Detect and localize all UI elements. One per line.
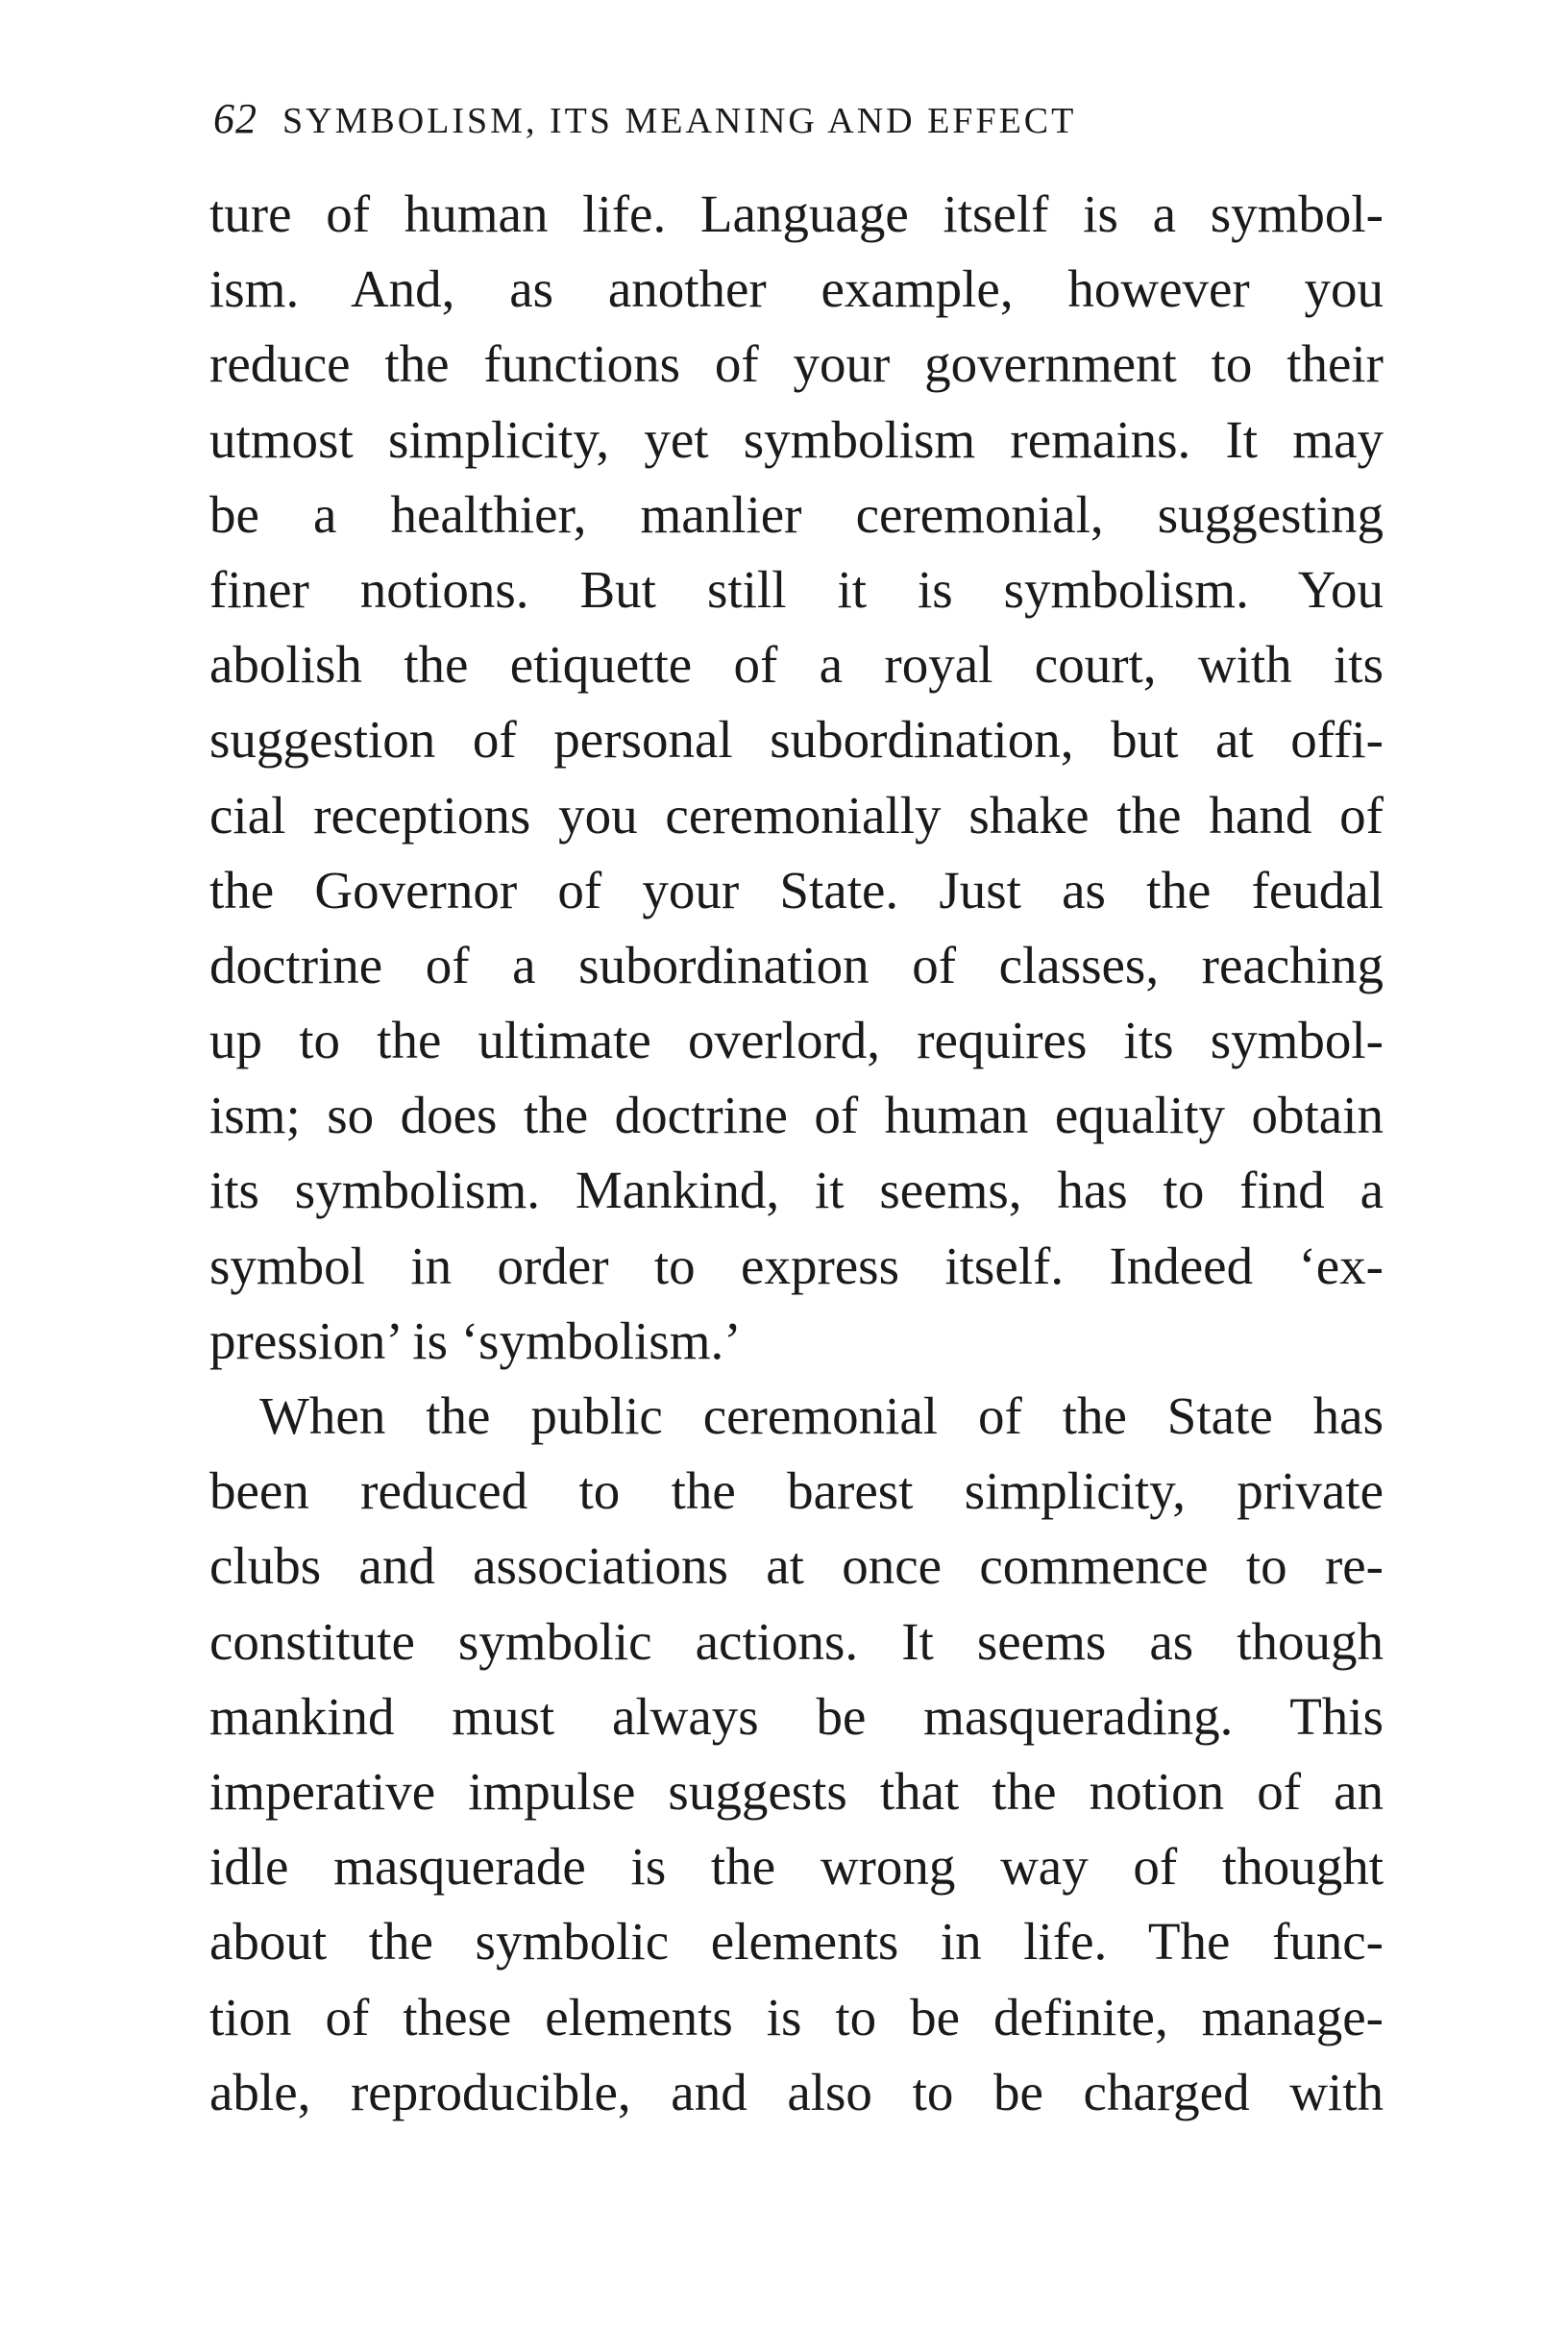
text-line: clubs and associations at once commence to re- (209, 1536, 1384, 1596)
text-line: been reduced to the barest simplicity, private (209, 1461, 1384, 1521)
text-line: the Governor of your State. Just as the feudal (209, 860, 1384, 919)
paragraph-2 (209, 1379, 1384, 2130)
text-line: tion of these elements is to be definite, manage- (209, 1987, 1384, 2046)
running-title: SYMBOLISM, ITS MEANING AND EFFECT (282, 101, 1077, 141)
text-line: ism. And, as another example, however you (209, 259, 1384, 319)
text-line: its symbolism. Mankind, it seems, has to find a (209, 1161, 1384, 1220)
text-line: mankind must always be masquerading. This (209, 1686, 1384, 1746)
text-line: ism; so does the doctrine of human equality obtain (209, 1086, 1384, 1145)
text-line: finer notions. But still it is symbolism. You (209, 559, 1384, 619)
text-line: reduce the functions of your government to their (209, 334, 1384, 394)
text-line: abolish the etiquette of a royal court, with its (209, 635, 1384, 695)
text-line: suggestion of personal subordination, but at offi- (209, 710, 1384, 770)
text-line: be a healthier, manlier ceremonial, suggesting (209, 484, 1384, 544)
paragraph-1 (209, 177, 1384, 1379)
text-line: up to the ultimate overlord, requires its symbol- (209, 1011, 1384, 1070)
text-line: imperative impulse suggests that the notion of an (209, 1761, 1384, 1821)
running-head (213, 94, 1385, 152)
text-line: constitute symbolic actions. It seems as though (209, 1611, 1384, 1671)
text-line: pression’ is ‘symbolism.’ (209, 1311, 742, 1370)
text-line: When the public ceremonial of the State has (259, 1386, 1384, 1445)
text-line: doctrine of a subordination of classes, reaching (209, 935, 1384, 994)
text-line: idle masquerade is the wrong way of thought (209, 1837, 1384, 1897)
text-line: about the symbolic elements in life. The func- (209, 1912, 1384, 1972)
text-line: utmost simplicity, yet symbolism remains. It may (209, 409, 1384, 469)
text-line: ture of human life. Language itself is a symbol- (209, 184, 1384, 243)
text-line: cial receptions you ceremonially shake the hand of (209, 785, 1384, 845)
body-text (209, 177, 1384, 2130)
page-number: 62 (213, 95, 257, 142)
text-line: symbol in order to express itself. Indeed ‘ex- (209, 1236, 1384, 1295)
text-line: able, reproducible, and also to be charged with (209, 2062, 1384, 2121)
